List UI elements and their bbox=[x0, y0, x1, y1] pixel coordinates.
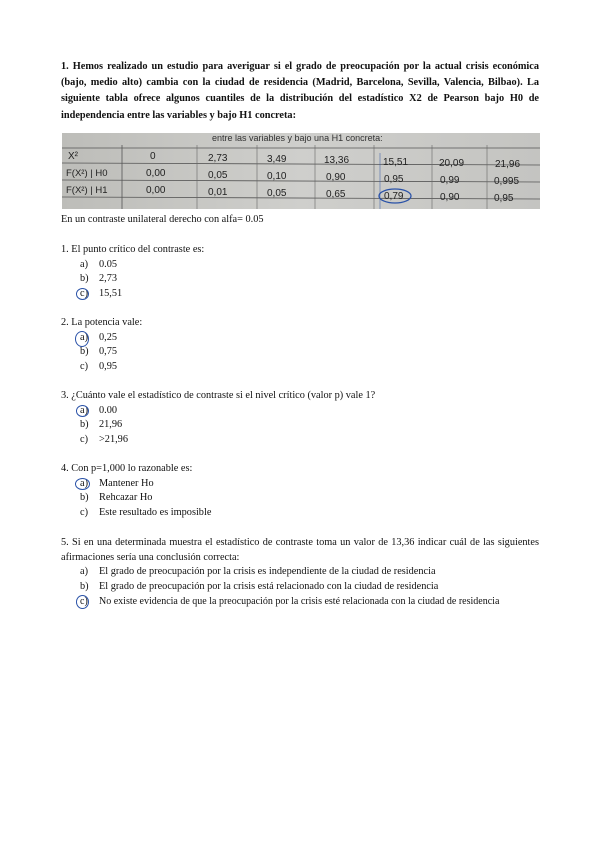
photo-x-0: 0 bbox=[150, 151, 156, 162]
table-photo bbox=[62, 133, 540, 209]
photo-x-3: 13,36 bbox=[324, 155, 350, 166]
photo-x-6: 21,96 bbox=[495, 159, 521, 170]
photo-x-4: 15,51 bbox=[383, 157, 409, 168]
question-2-answer-mark bbox=[75, 331, 89, 347]
photo-h0-1: 0,05 bbox=[208, 170, 228, 181]
problem-statement: 1. Hemos realizado un estudio para averiguar si el grado de preocupación por la actual crisis económica (bajo, medio alto) cambia con la ciudad de residencia (Madrid, Barcelona, Sevilla, Valencia, Bilbao). La siguiente tabla ofrece algunos cuantiles de la distribución del estadístico X2 de Pearson bajo H0 de independencia entre las variables y bajo H1 concreta: bbox=[61, 61, 539, 121]
question-3-stem: 3. ¿Cuánto vale el estadístico de contraste si el nivel crítico (valor p) vale 1? bbox=[61, 390, 376, 401]
question-4-stem: 4. Con p=1,000 lo razonable es: bbox=[61, 463, 193, 474]
photo-h0-3: 0,90 bbox=[326, 172, 346, 183]
photo-h1-2: 0,05 bbox=[267, 188, 287, 199]
photo-h1-4: 0,79 bbox=[384, 191, 404, 202]
question-3-answer-mark bbox=[76, 405, 89, 417]
photo-header-label: X² bbox=[68, 151, 78, 162]
photo-row-label-h0: F(X²) | H0 bbox=[66, 168, 108, 179]
photo-h0-4: 0,95 bbox=[384, 174, 404, 185]
photo-h0-6: 0,995 bbox=[494, 176, 520, 187]
question-4-answer-mark bbox=[75, 478, 90, 490]
photo-h0-2: 0,10 bbox=[267, 171, 287, 182]
question-5-answer-mark bbox=[76, 595, 89, 609]
question-1-stem: 1. El punto crítico del contraste es: bbox=[61, 244, 205, 255]
photo-x-2: 3,49 bbox=[267, 154, 287, 165]
photo-h1-1: 0,01 bbox=[208, 187, 228, 198]
question-5-stem: 5. Si en una determinada muestra el estadístico de contraste toma un valor de 13,36 indicar cuál de las siguientes afirmaciones sería una conclusión correcta: bbox=[61, 537, 539, 563]
photo-x-5: 20,09 bbox=[439, 158, 465, 169]
photo-h0-0: 0,00 bbox=[146, 168, 166, 179]
photo-row-label-h1: F(X²) | H1 bbox=[66, 185, 108, 196]
photo-h1-5: 0,90 bbox=[440, 192, 460, 203]
photo-h1-3: 0,65 bbox=[326, 189, 346, 200]
document-page: 1. Hemos realizado un estudio para averiguar si el grado de preocupación por la actual crisis económica (bajo, medio alto) cambia con la ciudad de residencia (Madrid, Barcelona, Sevilla, Valencia, Bilbao). La siguiente tabla ofrece algunos cuantiles de la distribución del estadístico X2 de Pearson bajo H0 de independencia entre las variables y bajo H1 concreta: entre las variables y bajo una H1 concreta: X² F(X²) | H0 F(X²) | H1 0 2,73 3,49 13,36 15,51 20,09 21,96 0,00 0,05 0,10 0,90 0,95 0,99 0,995 0,00 0,01 0,05 0,65 0,79 0,90 0,95 En un contraste unilateral derecho con alfa= 0.05 1. El punto crítico del contraste es: a) 0.05 b) 2,73 c) 15,51 2. La potencia vale: a) 0,25 b) 0,75 c) 0,95 3. ¿Cuánto vale el estadístico de contraste si el nivel crítico (valor p) vale 1? a) 0.00 b) 21,96 c) >21,96 4. Con p=1,000 lo razonable es: a) Mantener Ho b) Rehcazar Ho c) Este resultado es imposible 5. Si en una determinada muestra el estadístico de contraste toma un valor de 13,36 indicar cuál de las siguientes afirmaciones sería una conclusión correcta: a) El grado de preocupación por la crisis es independiente de la ciudad de residencia b) El grado de preocupación por la crisis está relacionado con la ciudad de residencia c) No existe evidencia de que la preocupación por la crisis esté relacionada con la ciudad de residencia bbox=[61, 61, 539, 607]
table-photo-image bbox=[62, 133, 540, 209]
photo-caption: entre las variables y bajo una H1 concreta: bbox=[212, 133, 383, 143]
question-2-stem: 2. La potencia vale: bbox=[61, 317, 143, 328]
question-1-answer-mark bbox=[76, 288, 89, 300]
photo-h1-6: 0,95 bbox=[494, 193, 514, 204]
photo-h0-5: 0,99 bbox=[440, 175, 460, 186]
photo-x-1: 2,73 bbox=[208, 153, 228, 164]
photo-h1-0: 0,00 bbox=[146, 185, 166, 196]
contrast-line: En un contraste unilateral derecho con alfa= 0.05 bbox=[61, 214, 264, 225]
